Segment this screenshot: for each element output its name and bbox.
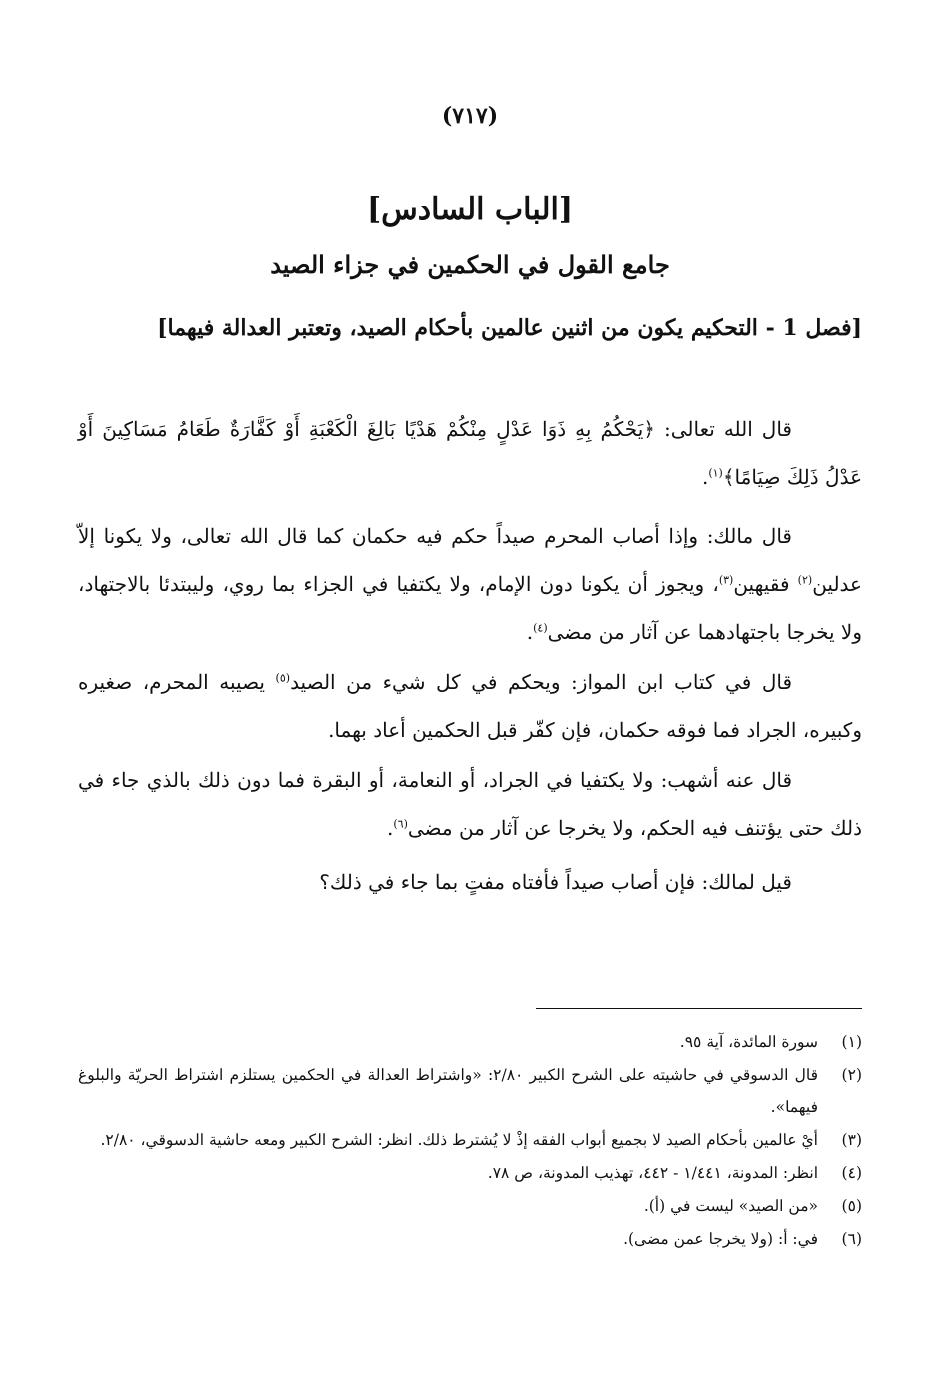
footnote-ref: (٥) [275, 671, 291, 685]
footnote-text: في: أ: (ولا يخرجا عمن مضى). [623, 1230, 818, 1248]
footnote-separator [536, 1008, 862, 1009]
paragraph-text: قال الله تعالى: ﴿يَحْكُمُ بِهِ ذَوَا عَدْلٍ مِنْكُمْ هَدْيًا بَالِغَ الْكَعْبَةِ أَوْ كَفَّارَةٌ طَعَامُ مَسَاكِينَ أَوْ عَدْلُ ذَلِكَ صِيَامًا﴾ [78, 417, 862, 489]
footnote-item [78, 1059, 862, 1123]
footnote-ref: (٣) [718, 573, 734, 587]
paragraph-text: قال في كتاب ابن المواز: ويحكم في كل شيء من الصيد [290, 670, 793, 694]
footnote-text: قال الدسوقي في حاشيته على الشرح الكبير ٢/٨٠: «واشتراط العدالة في الحكمين يستلزم اشتراط الحريّة والبلوغ فيهما». [78, 1066, 818, 1116]
footnote-ref: (٤) [533, 621, 548, 635]
footnote-number: (١) [841, 1033, 862, 1051]
section-heading: [فصل 1 - التحكيم يكون من اثنين عالمين بأحكام الصيد، وتعتبر العدالة فيهما] [157, 315, 862, 341]
paragraph-quran-verse [78, 405, 862, 501]
footnote-item [78, 1026, 862, 1058]
paragraph-ashhab [78, 756, 862, 852]
paragraph-text: يصيبه المحرم، صغيره وكبيره، الجراد فما فوقه حكمان، فإن كفّر قبل الحكمين أعاد بهما. [78, 670, 862, 742]
paragraph-punct: . [387, 816, 394, 840]
footnote-text: انظر: المدونة، ١/٤٤١ - ٤٤٢، تهذيب المدونة، ص ٧٨. [487, 1164, 818, 1182]
footnote-ref: (١) [708, 466, 723, 480]
footnotes [78, 1026, 862, 1256]
footnote-number: (٢) [841, 1066, 862, 1084]
chapter-subtitle: جامع القول في الحكمين في جزاء الصيد [270, 250, 670, 279]
paragraph-text: فقيهين [733, 572, 798, 596]
paragraph-body [78, 405, 862, 501]
footnote-item [78, 1223, 862, 1255]
footnote-number: (٤) [841, 1164, 862, 1182]
footnote-item [78, 1190, 862, 1222]
paragraph-ibn-mawaz [78, 658, 862, 754]
paragraph-body [78, 512, 862, 656]
page-number: (٧١٧) [441, 103, 499, 129]
footnote-ref: (٦) [393, 817, 408, 831]
footnote-item [78, 1124, 862, 1156]
paragraph-body [78, 658, 862, 754]
paragraph-question [78, 858, 862, 906]
paragraph-punct: . [526, 620, 534, 644]
footnote-text: سورة المائدة، آية ٩٥. [679, 1033, 818, 1051]
footnote-number: (٣) [841, 1131, 862, 1149]
chapter-title: [الباب السادس] [366, 192, 574, 227]
footnote-number: (٦) [841, 1230, 862, 1248]
paragraph-text: قيل لمالك: فإن أصاب صيداً فأفتاه مفتٍ بما جاء في ذلك؟ [319, 870, 792, 894]
paragraph-malik [78, 512, 862, 656]
paragraph-body [78, 756, 862, 852]
paragraph-text: قال عنه أشهب: ولا يكتفيا في الجراد، أو النعامة، أو البقرة فما دون ذلك بالذي جاء في ذلك حتى يؤتنف فيه الحكم، ولا يخرجا عن آثار من مضى [78, 768, 862, 840]
footnote-ref: (٢) [797, 573, 813, 587]
paragraph-text: قال مالك: وإذا أصاب المحرم صيداً حكم فيه حكمان كما قال الله تعالى، ولا يكونا إلاّ عدلين [78, 524, 862, 596]
paragraph-text: ، ويجوز أن يكونا دون الإمام، ولا يكتفيا في الجزاء بما روي، وليبتدئا بالاجتهاد، ولا يخرجا باجتهادهما عن آثار من مضى [78, 572, 862, 644]
footnote-item [78, 1157, 862, 1189]
footnote-text: أيْ عالمين بأحكام الصيد لا بجميع أبواب الفقه إذْ لا يُشترط ذلك. انظر: الشرح الكبير ومعه حاشية الدسوقي، ٢/٨٠. [100, 1131, 818, 1149]
paragraph-punct: . [701, 465, 709, 489]
footnote-text: «من الصيد» ليست في (أ). [643, 1197, 818, 1215]
footnote-number: (٥) [841, 1197, 862, 1215]
